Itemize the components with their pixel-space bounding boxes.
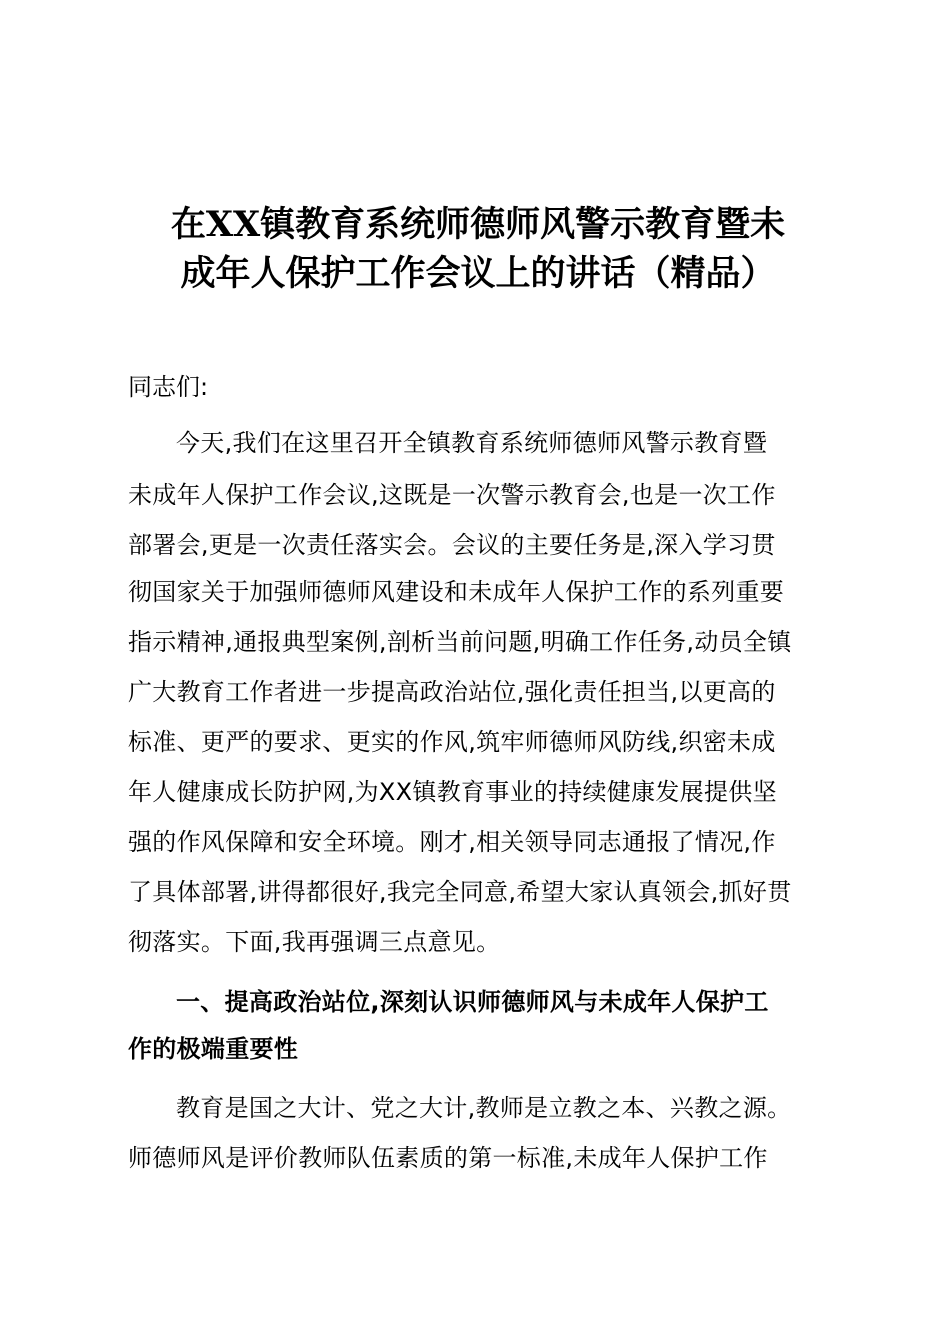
paragraph-2-line: 教育是国之大计、党之大计,教师是立教之本、兴教之源。 [176,1094,792,1122]
paragraph-1-line: 了具体部署,讲得都很好,我完全同意,希望大家认真领会,抓好贯 [128,878,792,906]
paragraph-1-line: 未成年人保护工作会议,这既是一次警示教育会,也是一次工作 [128,481,776,509]
section-heading-1-line: 一、提高政治站位,深刻认识师德师风与未成年人保护工 [176,988,769,1016]
salutation: 同志们: [128,373,209,401]
paragraph-2-line: 师德师风是评价教师队伍素质的第一标准,未成年人保护工作 [128,1144,768,1172]
section-heading-1-line: 作的极端重要性 [128,1035,299,1063]
paragraph-1-line: 强的作风保障和安全环境。刚才,相关领导同志通报了情况,作 [128,828,776,856]
paragraph-1-line: 年人健康成长防护网,为XX镇教育事业的持续健康发展提供坚 [128,778,777,806]
paragraph-1-line: 指示精神,通报典型案例,剖析当前问题,明确工作任务,动员全镇 [128,628,792,656]
paragraph-1-line: 广大教育工作者进一步提高政治站位,强化责任担当,以更高的 [128,678,776,706]
paragraph-1-line: 标准、更严的要求、更实的作风,筑牢师德师风防线,织密未成 [128,728,776,756]
document-title-line-2: 成年人保护工作会议上的讲话（精品） [180,253,776,294]
paragraph-1-line: 部署会,更是一次责任落实会。会议的主要任务是,深入学习贯 [128,531,776,559]
paragraph-1-line: 彻落实。下面,我再强调三点意见。 [128,928,501,956]
paragraph-1-line: 今天,我们在这里召开全镇教育系统师德师风警示教育暨 [176,429,768,457]
paragraph-1-line: 彻国家关于加强师德师风建设和未成年人保护工作的系列重要 [128,578,785,606]
document-title-line-1: 在XX镇教育系统师德师风警示教育暨未 [170,204,786,245]
